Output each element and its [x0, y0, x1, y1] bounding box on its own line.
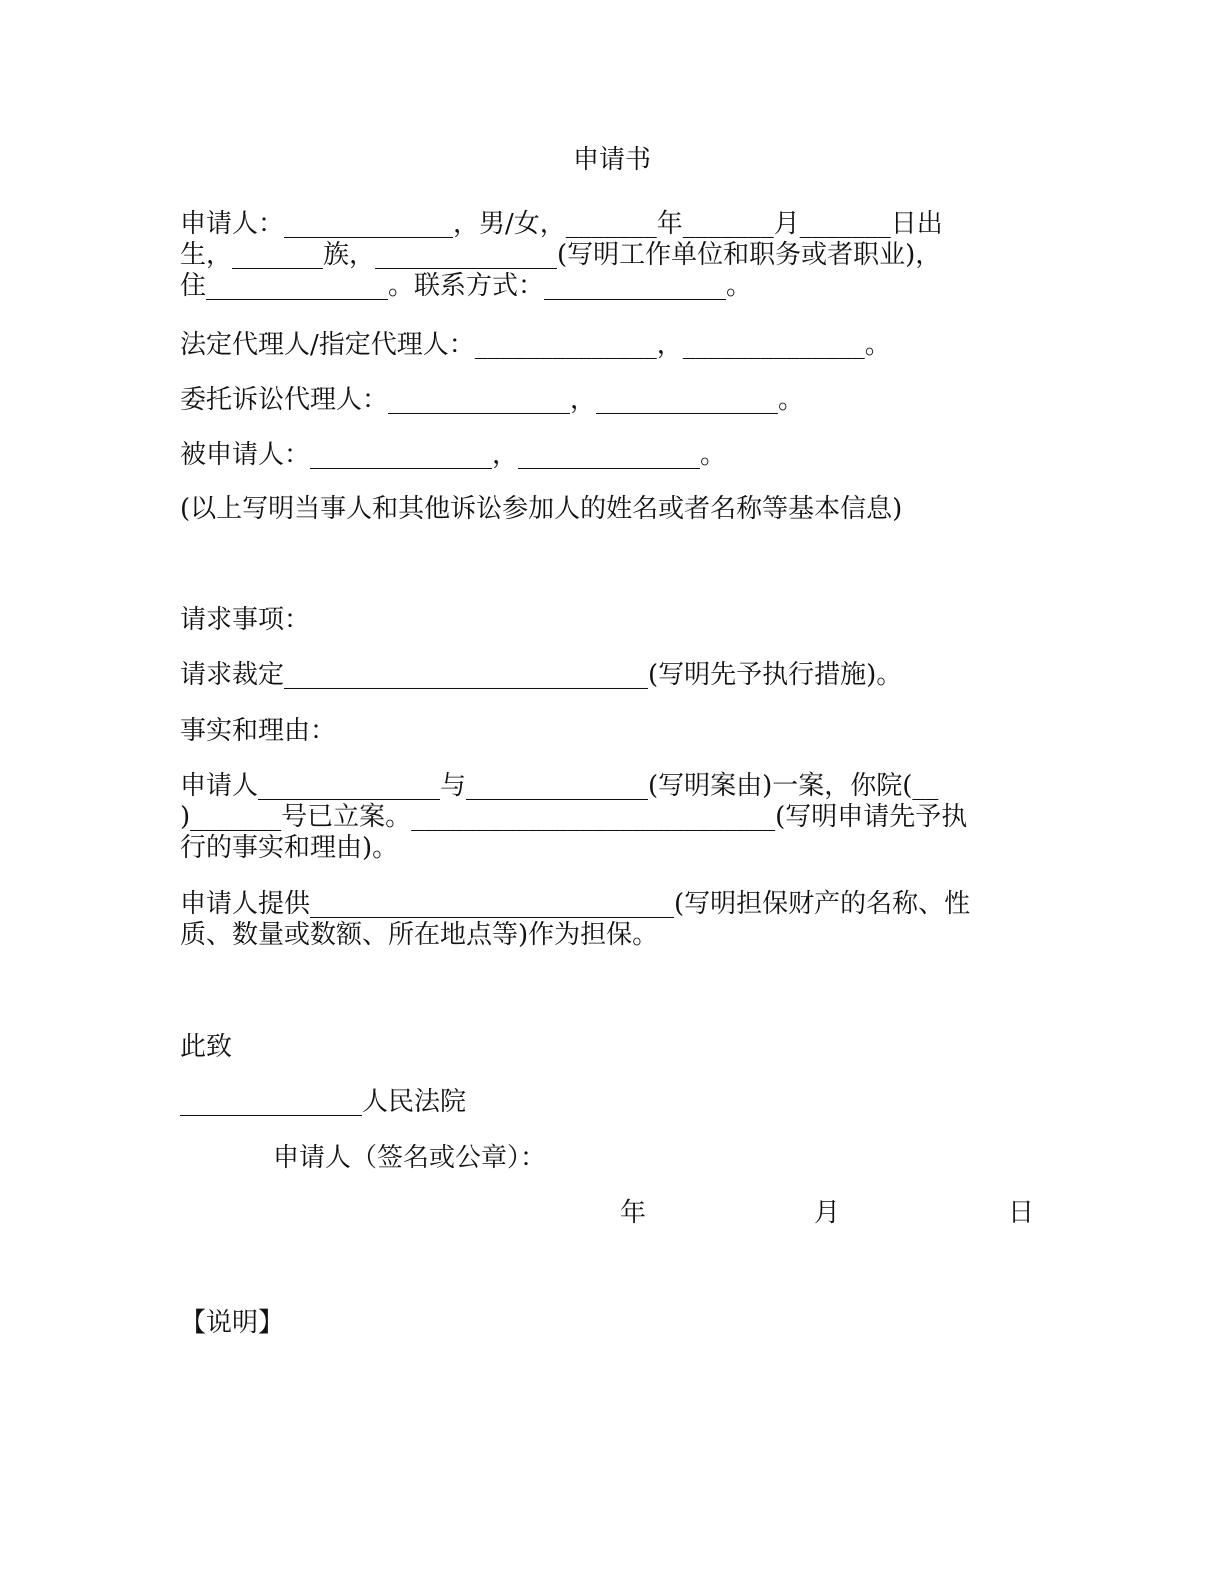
party-note: (以上写明当事人和其他诉讼参加人的姓名或者名称等基本信息)	[180, 494, 903, 524]
facts-line-1: 申请人______________与______________(写明案由)一案，你院(__	[180, 771, 939, 801]
respondent-line: 被申请人：______________，______________。	[180, 440, 727, 470]
facts-line-2: )_______号已立案。____________________________(写明申请先予执	[180, 802, 968, 832]
signature-line: 申请人（签名或公章）：	[273, 1143, 547, 1173]
legal-agent-line: 法定代理人/指定代理人：______________，______________。	[180, 330, 891, 360]
facts-heading: 事实和理由：	[180, 716, 337, 746]
explanation-heading: 【说明】	[180, 1308, 285, 1338]
applicant-line-3: 住______________。联系方式：______________。	[180, 271, 753, 301]
closing-salutation: 此致	[180, 1032, 233, 1062]
claims-heading: 请求事项：	[180, 605, 311, 635]
applicant-line-1: 申请人：_____________，男/女，_______年_______月_______日出	[180, 209, 943, 239]
claim-line: 请求裁定____________________________(写明先予执行措施)。	[180, 660, 903, 690]
court-name-line: ______________人民法院	[180, 1087, 467, 1117]
facts-line-3: 行的事实和理由)。	[180, 833, 399, 863]
date-year: 年	[620, 1198, 647, 1228]
applicant-line-2: 生，_______族，______________(写明工作单位和职务或者职业)，	[180, 240, 942, 270]
guarantee-line-2: 质、数量或数额、所在地点等)作为担保。	[180, 920, 659, 950]
document-title: 申请书	[572, 145, 651, 175]
date-day: 日	[1008, 1198, 1035, 1228]
litigation-agent-line: 委托诉讼代理人：______________，______________。	[180, 385, 805, 415]
guarantee-line-1: 申请人提供____________________________(写明担保财产的名称、性	[180, 889, 971, 919]
date-month: 月	[814, 1198, 841, 1228]
